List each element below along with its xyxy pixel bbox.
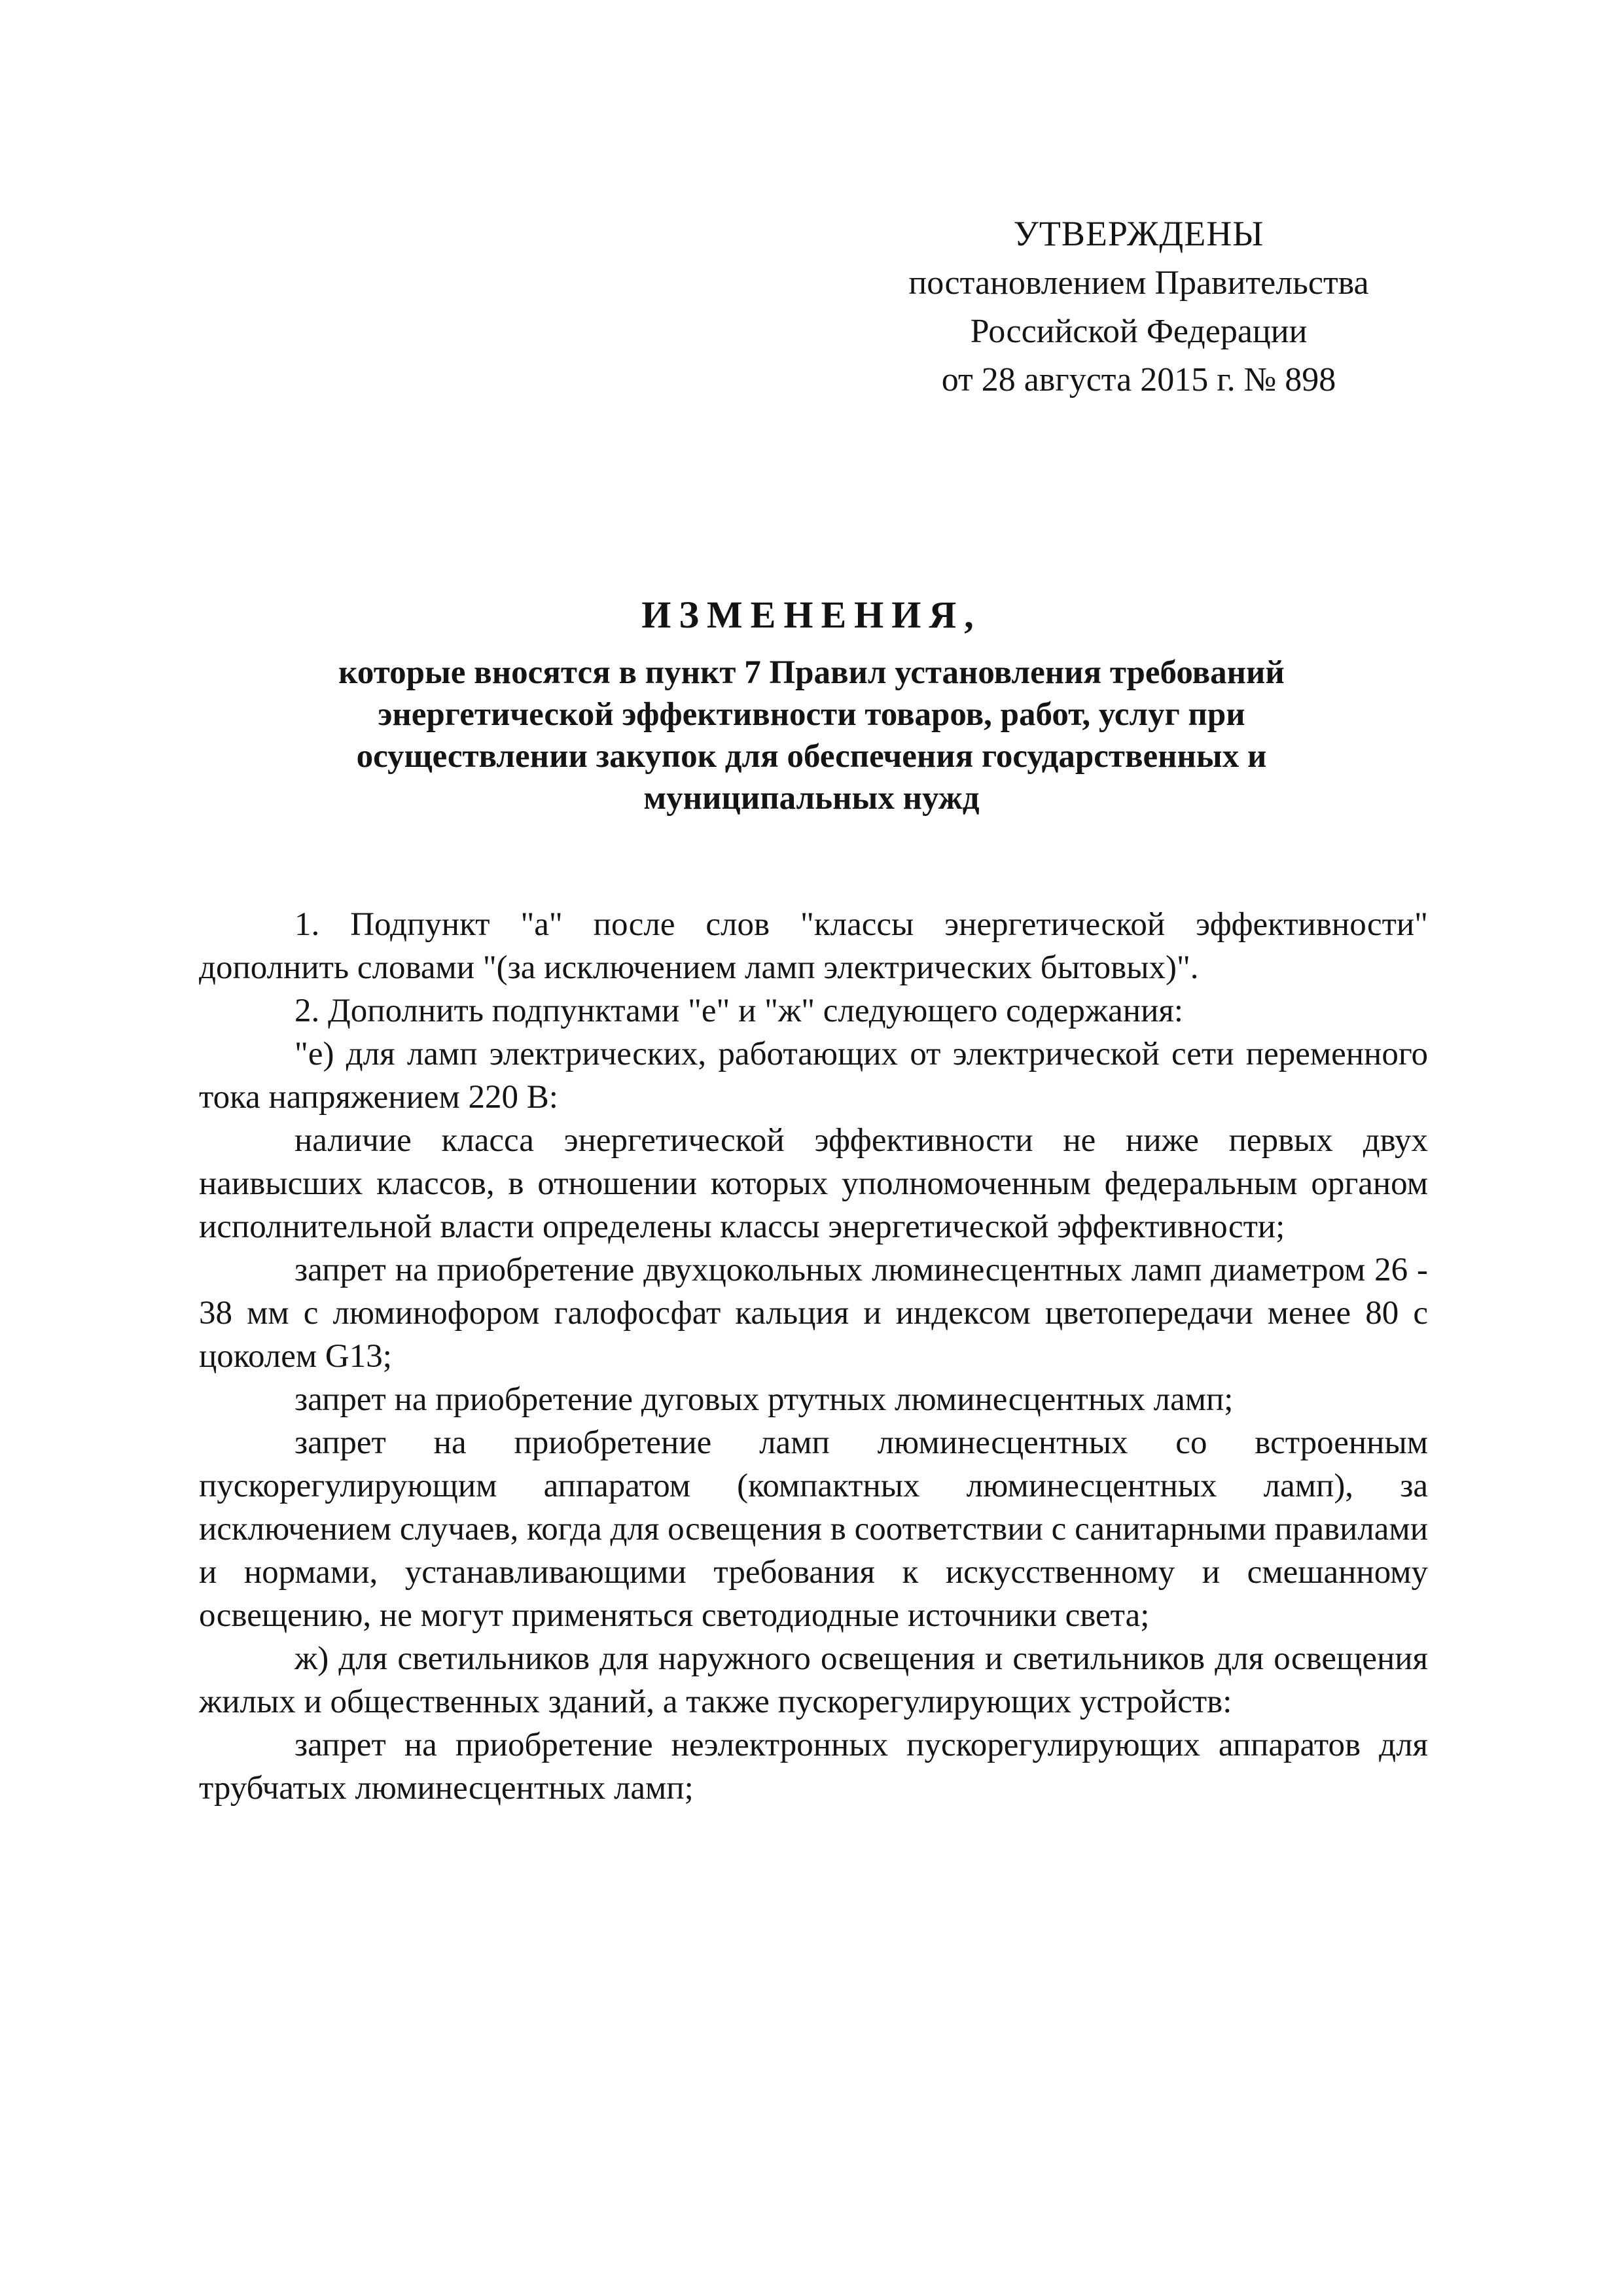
- approval-block: [851, 208, 1427, 404]
- document-body: [199, 903, 1428, 1810]
- paragraph-ban-mercury-lamps: запрет на приобретение дуговых ртутных люминесцентных ламп;: [294, 1381, 1234, 1418]
- paragraph-energy-class: наличие класса энергетической эффективности не ниже первых двух наивысших классов, в отношении которых уполномоченным федеральным органом исполнительной власти определены классы энергетической эффективности;: [199, 1122, 1428, 1245]
- approval-line-2: Российской Федерации: [970, 313, 1308, 350]
- approval-line-3: от 28 августа 2015 г. № 898: [941, 361, 1336, 398]
- paragraph-ban-compact-lamps: запрет на приобретение ламп люминесцентных со встроенным пускорегулирующим аппаратом (компактных люминесцентных ламп), за исключением случаев, когда для освещения в соответствии с санитарными правилами и нормами, устанавливающими требования к искусственному и смешанному освещению, не могут применяться светодиодные источники света;: [199, 1424, 1428, 1634]
- paragraph-ban-double-cap-lamps: запрет на приобретение двухцокольных люминесцентных ламп диаметром 26 - 38 мм с люминофором галофосфат кальция и индексом цветопередачи менее 80 с цоколем G13;: [199, 1252, 1428, 1375]
- paragraph-subitem-e: "е) для ламп электрических, работающих от электрической сети переменного тока напряжением 220 В:: [199, 1036, 1428, 1116]
- paragraph-item-1: 1. Подпункт "а" после слов "классы энергетической эффективности" дополнить словами "(за исключением ламп электрических бытовых)".: [199, 906, 1428, 986]
- approval-line-1: постановлением Правительства: [908, 264, 1369, 302]
- paragraph-ban-ballasts: запрет на приобретение неэлектронных пускорегулирующих аппаратов для трубчатых люминесцентных ламп;: [199, 1727, 1428, 1807]
- document-subtitle: [196, 652, 1427, 819]
- paragraph-item-2: 2. Дополнить подпунктами "е" и "ж" следующего содержания:: [294, 993, 1183, 1029]
- subtitle-line-3: осуществлении закупок для обеспечения государственных и: [356, 738, 1267, 775]
- subtitle-line-4: муниципальных нужд: [643, 780, 980, 817]
- document-title: ИЗМЕНЕНИЯ,: [641, 593, 982, 636]
- subtitle-line-2: энергетической эффективности товаров, работ, услуг при: [378, 696, 1245, 733]
- subtitle-line-1: которые вносятся в пункт 7 Правил установления требований: [338, 654, 1285, 691]
- approval-heading: УТВЕРЖДЕНЫ: [1013, 214, 1264, 253]
- paragraph-subitem-zh: ж) для светильников для наружного освещения и светильников для освещения жилых и общественных зданий, а также пускорегулирующих устройств:: [199, 1640, 1428, 1720]
